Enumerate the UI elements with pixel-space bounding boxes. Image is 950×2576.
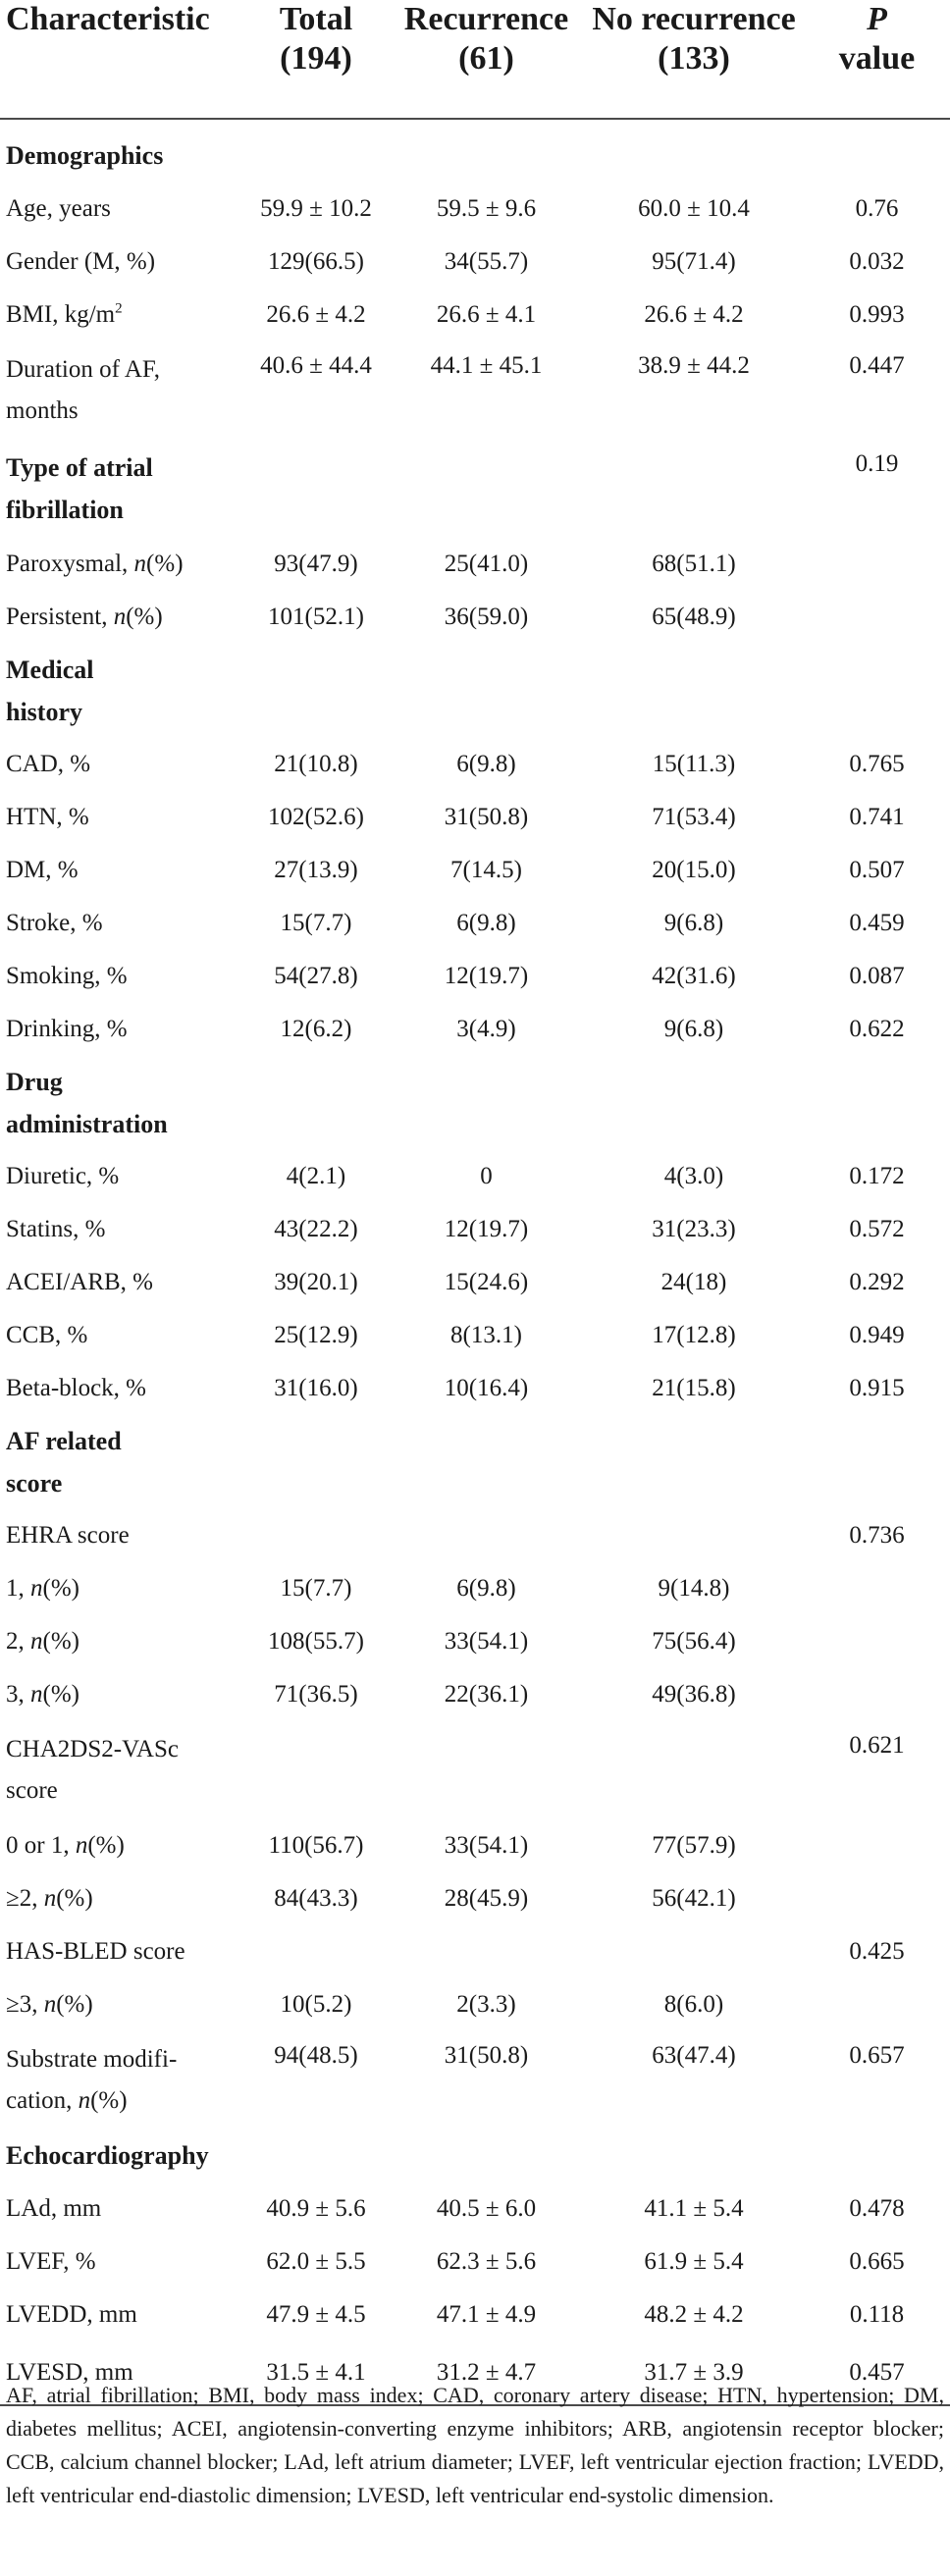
cell-total: 12(6.2): [280, 1016, 352, 1042]
section-demographics: Demographics: [6, 141, 164, 170]
table-row: [0, 2288, 950, 2341]
cell-p-value: 0.19: [855, 450, 899, 477]
row-label: Drinking, %: [6, 1016, 128, 1042]
cell-p-value: [804, 538, 950, 591]
cell-p-value: 0.657: [849, 2042, 905, 2069]
row-label: DM, %: [6, 857, 79, 883]
cell-p-value: 0.915: [849, 1375, 905, 1401]
cell-no-recurrence: 68(51.1): [652, 551, 736, 577]
cell-recurrence: 59.5 ± 9.6: [436, 195, 537, 222]
cell-p-value: 0.425: [849, 1938, 905, 1965]
table-row: [0, 1150, 950, 1203]
header-total: Total (194): [243, 0, 389, 119]
row-label: Stroke, %: [6, 910, 103, 936]
cell-no-recurrence: 8(6.0): [663, 1991, 724, 2018]
cell-recurrence: 6(9.8): [456, 910, 516, 936]
cell-p-value: [804, 1978, 950, 2031]
header-no-recurrence: No recurrence (133): [584, 0, 804, 119]
cell-p-value: 0.736: [849, 1522, 905, 1549]
cell-no-recurrence: 17(12.8): [652, 1322, 736, 1348]
table-row: [0, 1872, 950, 1925]
row-label: ≥3, n(%): [6, 1991, 93, 2018]
cell-total: 27(13.9): [274, 857, 358, 883]
table-row: [0, 738, 950, 791]
cell-total: 54(27.8): [274, 963, 358, 989]
cell-no-recurrence: 65(48.9): [652, 604, 736, 630]
cell-recurrence: 25(41.0): [444, 551, 529, 577]
cell-total: 39(20.1): [274, 1269, 358, 1295]
cell-p-value: 0.622: [849, 1016, 905, 1042]
row-label: ACEI/ARB, %: [6, 1269, 153, 1295]
section-row: [0, 2129, 950, 2182]
cell-p-value: 0.741: [849, 804, 905, 830]
cell-total: 93(47.9): [274, 551, 358, 577]
row-label: Beta-block, %: [6, 1375, 147, 1401]
cell-no-recurrence: 21(15.8): [652, 1375, 736, 1401]
row-label: EHRA score: [6, 1522, 130, 1549]
cell-recurrence: 62.3 ± 5.6: [436, 2248, 537, 2275]
cell-p-value: 0.459: [849, 910, 905, 936]
cell-recurrence: 3(4.9): [456, 1016, 516, 1042]
cell-total: 101(52.1): [268, 604, 364, 630]
row-label: Statins, %: [6, 1216, 106, 1242]
cell-p-value: 0.457: [804, 2341, 950, 2405]
section-type-af: Type of atrial fibrillation: [6, 453, 153, 524]
table-row: [0, 1203, 950, 1256]
row-label: BMI, $kg/m^2$: [6, 300, 123, 328]
cell-no-recurrence: 75(56.4): [652, 1628, 736, 1655]
cell-no-recurrence: 71(53.4): [652, 804, 736, 830]
header-recurrence: Recurrence (61): [389, 0, 584, 119]
cell-total: 31.5 ± 4.1: [243, 2341, 389, 2405]
cell-recurrence: 34(55.7): [444, 248, 529, 275]
table-row: [0, 1003, 950, 1056]
cell-no-recurrence: 9(6.8): [663, 910, 724, 936]
cell-total: 15(7.7): [280, 910, 352, 936]
cell-recurrence: 36(59.0): [444, 604, 529, 630]
cell-no-recurrence: 49(36.8): [652, 1681, 736, 1708]
header-p-value: P value: [804, 0, 950, 119]
cell-total: 129(66.5): [268, 248, 364, 275]
cell-p-value: 0.765: [849, 751, 905, 777]
cell-no-recurrence: 61.9 ± 5.4: [644, 2248, 744, 2275]
cell-total: 110(56.7): [268, 1832, 364, 1859]
cell-no-recurrence: 9(6.8): [663, 1016, 724, 1042]
cell-total: 62.0 ± 5.5: [266, 2248, 366, 2275]
row-label: HTN, %: [6, 804, 89, 830]
cell-recurrence: 12(19.7): [444, 1216, 529, 1242]
table-row: [0, 1615, 950, 1668]
row-label: Gender (M, %): [6, 248, 156, 275]
row-label: CHA2DS2-VASc score: [6, 1736, 179, 1804]
table-row: [0, 538, 950, 591]
section-row: [0, 1415, 950, 1509]
cell-no-recurrence: 26.6 ± 4.2: [644, 301, 744, 328]
cell-p-value: [804, 591, 950, 644]
cell-p-value: 0.447: [849, 352, 905, 379]
row-label: LAd, mm: [6, 2195, 102, 2222]
table-row: [0, 897, 950, 950]
cell-no-recurrence: 56(42.1): [652, 1885, 736, 1912]
cell-total: 10(5.2): [280, 1991, 352, 2018]
cell-no-recurrence: 38.9 ± 44.2: [638, 352, 750, 379]
section-medical-history: Medical history: [6, 656, 94, 726]
row-label: 1, n(%): [6, 1575, 79, 1602]
cell-p-value: [804, 1668, 950, 1721]
row-label: 0 or 1, n(%): [6, 1832, 125, 1859]
cell-recurrence: 8(13.1): [450, 1322, 522, 1348]
cell-recurrence: 26.6 ± 4.1: [436, 301, 537, 328]
table-footnote: AF, atrial fibrillation; BMI, body mass index; CAD, coronary artery disease; HTN, hypertension; DM, diabetes mellitus; ACEI, angiotensin-converting enzyme inhibitors; ARB, angiotensin receptor blocker; CCB, calcium channel blocker; LAd, left atrium diameter; LVEF, left ventricular ejection fraction; LVEDD, left ventricular end-diastolic dimension; LVESD, left ventricular end-systolic dimension.: [6, 2383, 944, 2507]
table-row: [0, 844, 950, 897]
table-row: [0, 236, 950, 289]
cell-total: 21(10.8): [274, 751, 358, 777]
table-row: [0, 2235, 950, 2288]
cell-total: 94(48.5): [274, 2042, 358, 2069]
table-row: [0, 1819, 950, 1872]
cell-recurrence: 10(16.4): [444, 1375, 529, 1401]
cell-total: 108(55.7): [268, 1628, 364, 1655]
cell-total: 40.9 ± 5.6: [266, 2195, 366, 2222]
cell-recurrence: 28(45.9): [444, 1885, 529, 1912]
cell-recurrence: 47.1 ± 4.9: [436, 2301, 537, 2328]
row-label: Age, years: [6, 195, 111, 222]
row-label: Substrate modifi- cation, n(%): [6, 2046, 178, 2114]
cell-p-value: [804, 1819, 950, 1872]
section-af-related-score: AF related score: [6, 1427, 122, 1498]
row-label: LVEF, %: [6, 2248, 96, 2275]
cell-recurrence: 2(3.3): [456, 1991, 516, 2018]
row-label: CAD, %: [6, 751, 91, 777]
table-row: [0, 183, 950, 236]
cell-recurrence: 22(36.1): [444, 1681, 529, 1708]
cell-total: 26.6 ± 4.2: [266, 301, 366, 328]
cell-p-value: 0.665: [849, 2248, 905, 2275]
cell-p-value: [804, 1615, 950, 1668]
row-label: HAS-BLED score: [6, 1938, 185, 1965]
cell-total: 31(16.0): [274, 1375, 358, 1401]
section-row: [0, 1056, 950, 1150]
cell-no-recurrence: 31.7 ± 3.9: [584, 2341, 804, 2405]
cell-total: 15(7.7): [280, 1575, 352, 1602]
cell-total: 25(12.9): [274, 1322, 358, 1348]
table-row: [0, 1978, 950, 2031]
row-label: Persistent, n(%): [6, 604, 163, 630]
cell-recurrence: 31(50.8): [444, 2042, 529, 2069]
row-label: Smoking, %: [6, 963, 128, 989]
section-echocardiography: Echocardiography: [6, 2141, 209, 2170]
cell-recurrence: 7(14.5): [450, 857, 522, 883]
row-label: CCB, %: [6, 1322, 88, 1348]
table-row: [0, 591, 950, 644]
cell-p-value: 0.949: [849, 1322, 905, 1348]
table-row: [0, 1721, 950, 1819]
cell-total: 84(43.3): [274, 1885, 358, 1912]
cell-p-value: 0.032: [849, 248, 905, 275]
table-row: [0, 1668, 950, 1721]
table-row: [0, 791, 950, 844]
table-row: [0, 342, 950, 440]
row-label: LVESD, mm: [0, 2341, 243, 2405]
section-drug-administration: Drug administration: [6, 1068, 168, 1138]
cell-total: 47.9 ± 4.5: [266, 2301, 366, 2328]
cell-p-value: 0.478: [849, 2195, 905, 2222]
section-row: [0, 440, 950, 538]
cell-no-recurrence: 42(31.6): [652, 963, 736, 989]
cell-no-recurrence: 77(57.9): [652, 1832, 736, 1859]
row-label: ≥2, n(%): [6, 1885, 93, 1912]
cell-total: 59.9 ± 10.2: [260, 195, 372, 222]
cell-p-value: 0.76: [855, 195, 899, 222]
cell-recurrence: 6(9.8): [456, 1575, 516, 1602]
cell-total: 71(36.5): [274, 1681, 358, 1708]
table-row: [0, 1256, 950, 1309]
cell-no-recurrence: 15(11.3): [652, 751, 736, 777]
cell-total: 4(2.1): [286, 1163, 346, 1189]
table-row: [0, 1562, 950, 1615]
cell-p-value: 0.507: [849, 857, 905, 883]
cell-recurrence: 31.2 ± 4.7: [389, 2341, 584, 2405]
cell-p-value: 0.993: [849, 301, 905, 328]
cell-p-value: 0.292: [849, 1269, 905, 1295]
table-row: [0, 1309, 950, 1362]
section-row: [0, 130, 950, 183]
cell-p-value: [804, 1562, 950, 1615]
cell-p-value: [804, 1872, 950, 1925]
section-row: [0, 644, 950, 738]
cell-total: 43(22.2): [274, 1216, 358, 1242]
cell-no-recurrence: 95(71.4): [652, 248, 736, 275]
row-label: Duration of AF, months: [6, 356, 161, 424]
table-header-row: [0, 0, 950, 119]
cell-recurrence: 12(19.7): [444, 963, 529, 989]
cell-recurrence: 0: [480, 1163, 493, 1189]
cell-p-value: 0.118: [849, 2301, 905, 2328]
row-label: LVEDD, mm: [6, 2301, 137, 2328]
table-row: [0, 1362, 950, 1415]
cell-no-recurrence: 48.2 ± 4.2: [644, 2301, 744, 2328]
table-row: [0, 950, 950, 1003]
cell-no-recurrence: 31(23.3): [652, 1216, 736, 1242]
header-characteristic: Characteristic: [0, 0, 243, 119]
row-label: Diuretic, %: [6, 1163, 120, 1189]
cell-no-recurrence: 9(14.8): [658, 1575, 730, 1602]
table-row: [0, 1925, 950, 1978]
cell-recurrence: 33(54.1): [444, 1628, 529, 1655]
cell-p-value: 0.172: [849, 1163, 905, 1189]
cell-no-recurrence: 60.0 ± 10.4: [638, 195, 750, 222]
table-row: [0, 2031, 950, 2129]
row-label: 3, n(%): [6, 1681, 79, 1708]
table-row: [0, 1509, 950, 1562]
table-row: [0, 2182, 950, 2235]
cell-total: 40.6 ± 44.4: [260, 352, 372, 379]
cell-total: 102(52.6): [268, 804, 364, 830]
cell-p-value: 0.621: [849, 1732, 905, 1759]
cell-no-recurrence: 4(3.0): [663, 1163, 724, 1189]
cell-recurrence: 15(24.6): [444, 1269, 529, 1295]
cell-recurrence: 6(9.8): [456, 751, 516, 777]
cell-recurrence: 33(54.1): [444, 1832, 529, 1859]
row-label: 2, n(%): [6, 1628, 79, 1655]
cell-no-recurrence: 63(47.4): [652, 2042, 736, 2069]
table-row: [0, 289, 950, 342]
cell-no-recurrence: 41.1 ± 5.4: [644, 2195, 744, 2222]
cell-p-value: 0.087: [849, 963, 905, 989]
cell-recurrence: 31(50.8): [444, 804, 529, 830]
cell-no-recurrence: 24(18): [660, 1269, 727, 1295]
cell-no-recurrence: 20(15.0): [652, 857, 736, 883]
cell-recurrence: 44.1 ± 45.1: [430, 352, 543, 379]
cell-recurrence: 40.5 ± 6.0: [436, 2195, 537, 2222]
row-label: Paroxysmal, n(%): [6, 551, 184, 577]
cell-p-value: 0.572: [849, 1216, 905, 1242]
